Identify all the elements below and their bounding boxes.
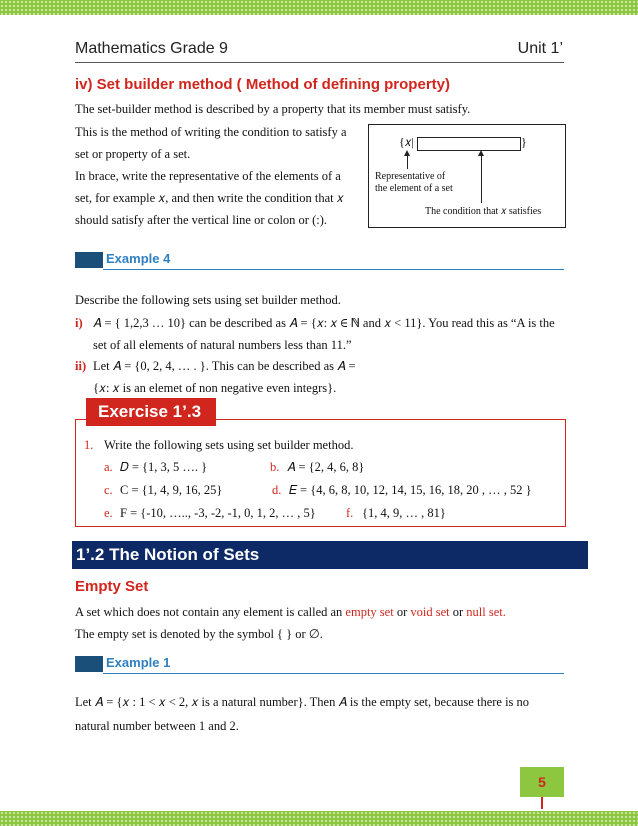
term-null-set: null set. <box>466 605 506 619</box>
item-ii-line1: Let 𝐴 = {0, 2, 4, … . }. This can be described as 𝐴 = <box>93 359 356 373</box>
diagram-open-brace: {𝑥| <box>399 135 414 149</box>
para-line: The set-builder method is described by a property that its member must satisfy. <box>75 102 471 116</box>
exercise-title: Exercise 1’.3 <box>86 398 216 426</box>
exercise-item-text: {1, 4, 9, … , 81} <box>362 506 446 520</box>
example-1-line2: natural number between 1 and 2. <box>75 719 239 733</box>
exercise-question: Write the following sets using set builder method. <box>104 438 354 452</box>
example-tag <box>75 656 103 672</box>
label-condition: The condition that 𝑥 satisfies <box>425 206 542 217</box>
item-i-line2: set of all elements of natural numbers less than 11.” <box>93 338 352 352</box>
empty-set-symbol-line: The empty set is denoted by the symbol { } or ∅. <box>75 627 323 641</box>
label-representative-2: the element of a set <box>375 183 453 194</box>
exercise-item-label: e. <box>104 506 113 520</box>
exercise-item-label: b. <box>270 460 280 474</box>
set-builder-heading: iv) Set builder method ( Method of defining property) <box>75 76 450 93</box>
label-representative-1: Representative of <box>375 171 446 182</box>
definition-text: or <box>449 605 467 619</box>
header-subject: Mathematics Grade 9 <box>75 40 228 57</box>
para-line: set or property of a set. <box>75 147 191 161</box>
header-unit: Unit 1’ <box>517 40 563 57</box>
definition-text: A set which does not contain any element is called an <box>75 605 346 619</box>
exercise-q-number: 1. <box>84 438 94 452</box>
item-ii-line2: {𝑥: 𝑥 is an elemet of non negative even integrs}. <box>93 381 337 395</box>
exercise-item-text: 𝐷 = {1, 3, 5 …. } <box>120 460 208 474</box>
example-4-header <box>75 252 564 268</box>
definition-text: or <box>393 605 411 619</box>
empty-set-heading: Empty Set <box>75 578 149 595</box>
example-1-header <box>75 656 564 672</box>
page-number: 5 <box>520 767 564 797</box>
para-line: In brace, write the representative of the elements of a <box>75 169 341 183</box>
header-rule <box>75 62 564 63</box>
bottom-decorative-band <box>0 811 638 826</box>
set-builder-diagram <box>368 124 566 228</box>
top-decorative-band <box>0 0 638 15</box>
exercise-item-label: f. <box>346 506 354 520</box>
diagram-condition-box <box>417 137 521 151</box>
arrow-representative <box>407 155 408 169</box>
diagram-close-brace: } <box>521 135 527 149</box>
term-void-set: void set <box>410 605 450 619</box>
example-rule <box>103 269 564 270</box>
item-i-line1: 𝐴 = { 1,2,3 … 10} can be described as 𝐴 = {𝑥: 𝑥 ∈ ℕ and 𝑥 < 11}. You read this as “A is the <box>93 316 555 330</box>
exercise-item-text: 𝐴 = {2, 4, 6, 8} <box>287 460 365 474</box>
example-rule <box>103 673 564 674</box>
exercise-item-text: 𝐸 = {4, 6, 8, 10, 12, 14, 15, 16, 18, 20 , … , 52 } <box>289 483 532 497</box>
exercise-item-label: d. <box>272 483 282 497</box>
example-tag <box>75 252 103 268</box>
example-1-line1: Let 𝐴 = {𝑥 : 1 < 𝑥 < 2, 𝑥 is a natural number}. Then 𝐴 is the empty set, because there is no <box>75 695 530 709</box>
arrow-condition <box>481 155 482 203</box>
para-line: should satisfy after the vertical line or colon or (:). <box>75 213 328 227</box>
example-title: Example 1 <box>106 655 171 670</box>
section-title-bar: 1’.2 The Notion of Sets <box>72 541 588 569</box>
para-line: This is the method of writing the condition to satisfy a <box>75 125 347 139</box>
item-label-ii: ii) <box>75 359 87 373</box>
example-title: Example 4 <box>106 251 171 266</box>
term-empty-set: empty set <box>345 605 394 619</box>
exercise-item-text: C = {1, 4, 9, 16, 25} <box>120 483 223 497</box>
exercise-item-label: a. <box>104 460 113 474</box>
empty-set-definition <box>75 604 506 620</box>
exercise-item-label: c. <box>104 483 113 497</box>
para-line: set, for example 𝑥, and then write the condition that 𝑥 <box>75 191 344 205</box>
example-4-intro: Describe the following sets using set builder method. <box>75 293 341 307</box>
exercise-item-text: F = {-10, ….., -3, -2, -1, 0, 1, 2, … , 5} <box>120 506 316 520</box>
item-label-i: i) <box>75 316 83 330</box>
